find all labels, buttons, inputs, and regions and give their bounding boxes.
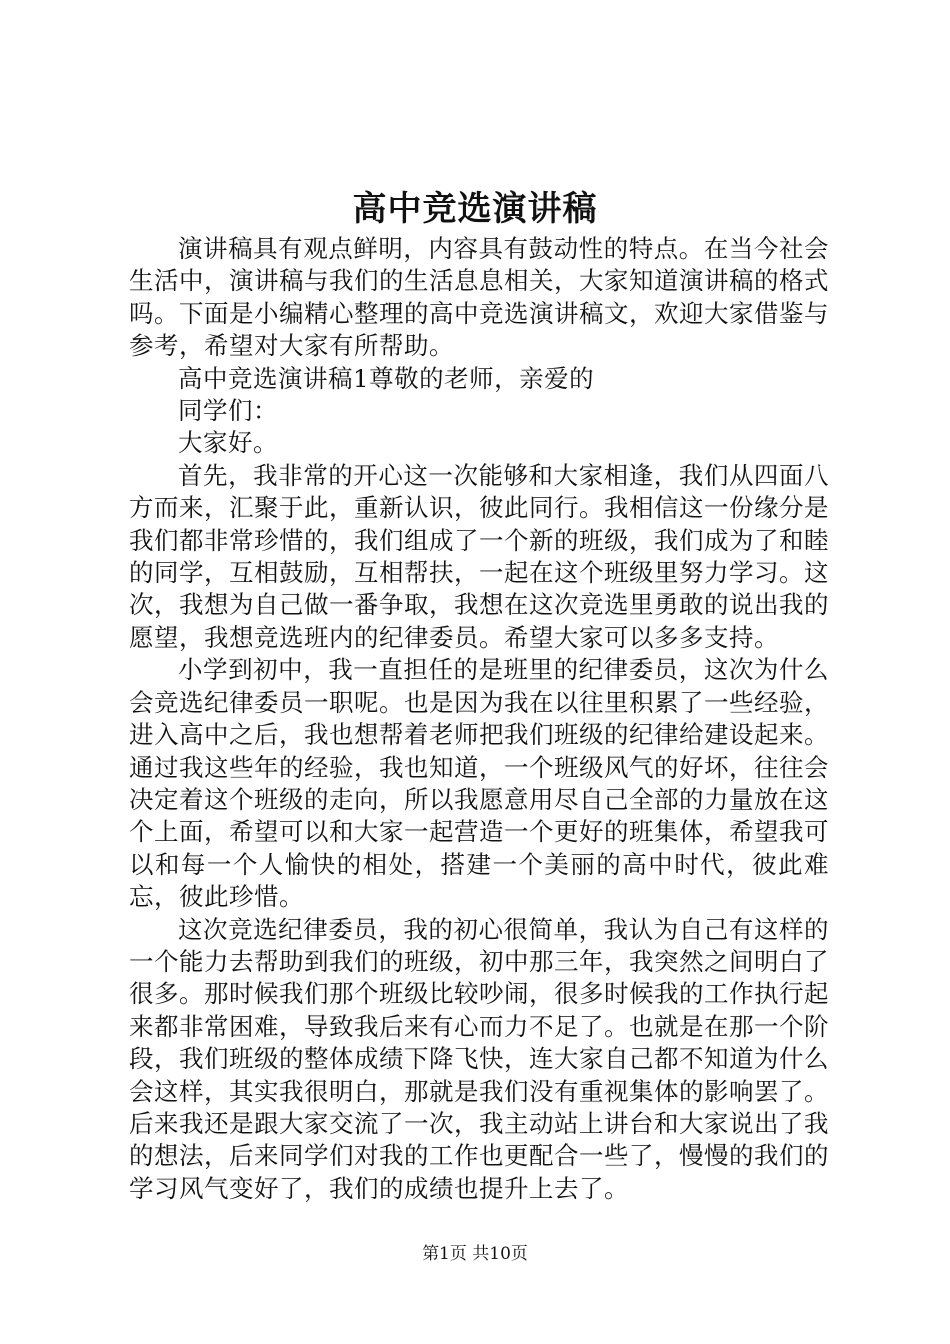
- salutation-line: 同学们：: [178, 396, 278, 426]
- page-number-footer: 第1页 共10页: [422, 1244, 528, 1264]
- greeting-line: 大家好。: [178, 428, 278, 458]
- body-paragraph: 小学到初中，我一直担任的是班里的纪律委员，这次为什么会竞选纪律委员一职呢。也是因为我在以往里积累了一些经验，进入高中之后，我也想帮着老师把我们班级的纪律给建设起来。通过我这些年的经验，我也知道，一个班级风气的好坏，往往会决定着这个班级的走向，所以我愿意用尽自己全部的力量放在这个上面，希望可以和大家一起营造一个更好的班集体，希望我可以和每一个人愉快的相处，搭建一个美丽的高中时代，彼此难忘，彼此珍惜。: [129, 655, 829, 912]
- document-title: 高中竞选演讲稿: [352, 189, 598, 229]
- speech-heading-line: 高中竞选演讲稿1尊敬的老师，亲爱的: [178, 363, 595, 393]
- body-paragraph: 这次竞选纪律委员，我的初心很简单，我认为自己有这样的一个能力去帮助到我们的班级，初中那三年，我突然之间明白了很多。那时候我们那个班级比较吵闹，很多时候我的工作执行起来都非常困难，导致我后来有心而力不足了。也就是在那一个阶段，我们班级的整体成绩下降飞快，连大家自己都不知道为什么会这样，其实我很明白，那就是我们没有重视集体的影响罢了。后来我还是跟大家交流了一次，我主动站上讲台和大家说出了我的想法，后来同学们对我的工作也更配合一些了，慢慢的我们的学习风气变好了，我们的成绩也提升上去了。: [129, 914, 829, 1203]
- document-body: [129, 233, 829, 1205]
- intro-paragraph: 演讲稿具有观点鲜明，内容具有鼓动性的特点。在当今社会生活中，演讲稿与我们的生活息息相关，大家知道演讲稿的格式吗。下面是小编精心整理的高中竞选演讲稿文，欢迎大家借鉴与参考，希望对大家有所帮助。: [129, 234, 829, 361]
- body-paragraph: 首先，我非常的开心这一次能够和大家相逢，我们从四面八方而来，汇聚于此，重新认识，彼此同行。我相信这一份缘分是我们都非常珍惜的，我们组成了一个新的班级，我们成为了和睦的同学，互相鼓励，互相帮扶，一起在这个班级里努力学习。这次，我想为自己做一番争取，我想在这次竞选里勇敢的说出我的愿望，我想竞选班内的纪律委员。希望大家可以多多支持。: [129, 460, 829, 652]
